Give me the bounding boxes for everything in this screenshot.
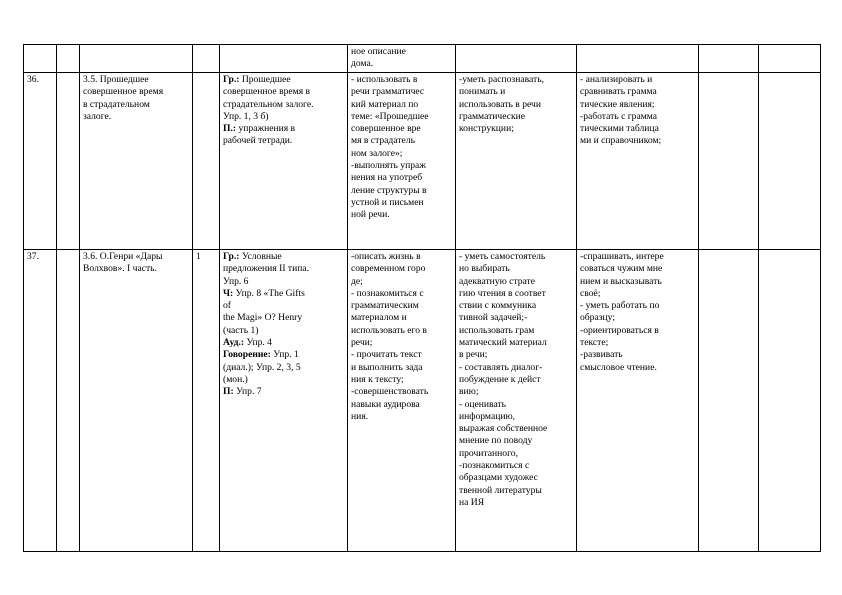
content-line: (мон.) [223,373,248,385]
text-line: -спрашивать, интере [580,251,664,262]
cell-hours [193,45,220,73]
cell-meta-results [456,45,577,73]
cell-extra-2 [759,73,821,250]
content-line: П: Упр. 7 [223,386,262,398]
cell-subject-results [348,250,456,552]
cell-hours [193,73,220,250]
text-line: -познакомиться с [459,460,530,472]
topic-line: совершенное время [83,86,164,98]
text-line: но выбирать [459,263,510,275]
text-line: -развивать [580,349,623,361]
cell-extra-1 [699,250,759,552]
content-line: Гр.: Прошедшее [223,74,291,85]
cell-number [24,250,57,552]
cell-topic [80,45,193,73]
text-line: грамматические [459,110,526,122]
cell-content [220,250,348,552]
text-line: выражая собственное [459,423,548,435]
cell-meta-results [456,73,577,250]
cell-extra-1 [699,45,759,73]
cell-blank [57,73,80,250]
cell-personal-results [577,73,699,250]
content-line: (часть 1) [223,324,259,336]
text-line: мнение по поводу [459,435,533,447]
text-line: конструкции; [459,123,514,135]
text-line: ния к тексту; [351,373,404,385]
text-line: совершенное вре [351,123,421,135]
text-line: ствии с коммуника [459,300,537,312]
text-line: нием и высказывать [580,275,662,287]
cell-personal-results [577,250,699,552]
cell-blank [57,250,80,552]
content-line: of [223,300,231,312]
text-line: современном горо [351,263,426,275]
text-line: информацию, [459,410,516,422]
topic-line: в страдательном [83,98,150,110]
table-row [24,45,821,73]
text-line: образцу; [580,312,615,324]
cell-content [220,45,348,73]
topic-line: залоге. [83,110,112,122]
text-line: ное описание [351,46,406,57]
text-line: -работать с грамма [580,110,658,122]
cell-extra-1 [699,73,759,250]
text-line: тические явления; [580,98,655,110]
text-line: материалом и [351,312,407,324]
text-line: - уметь самостоятель [459,251,546,262]
text-line: кий материал по [351,98,419,110]
text-line: - познакомиться с [351,287,424,299]
text-line: - анализировать и [580,74,653,85]
content-line: (диал.); Упр. 2, 3, 5 [223,361,301,373]
table-row [24,73,821,250]
content-line: Упр. 1, 3 б) [223,110,269,122]
text-line: своё; [580,287,601,299]
content-line: Гр.: Условные [223,251,282,262]
cell-meta-results [456,250,577,552]
text-line: гию чтения в соответ [459,287,546,299]
text-line: на ИЯ [459,496,485,508]
content-line: Ауд.: Упр. 4 [223,337,272,349]
cell-extra-2 [759,45,821,73]
text-line: дома. [351,58,374,70]
text-line: ми и справочником; [580,135,662,147]
text-line: прочитанного, [459,447,518,459]
text-line: - составлять диалог- [459,361,543,373]
text-line: -уметь распознавать, [459,74,544,85]
text-line: ния. [351,410,369,422]
text-line: нения на употреб [351,172,423,184]
table-row [24,250,821,552]
text-line: речи; [351,337,373,349]
text-line: - прочитать текст [351,349,422,361]
hours-value: 1 [196,251,201,262]
content-line: П.: упражнения в [223,123,296,135]
cell-hours [193,250,220,552]
text-line: вию; [459,386,479,398]
content-line: рабочей тетради. [223,135,293,147]
text-line: соваться чужим мне [580,263,663,275]
row-number: 36. [27,74,39,85]
cell-subject-results [348,45,456,73]
text-line: навыки аудирова [351,398,420,410]
lesson-plan-table [23,44,821,552]
text-line: - уметь работать по [580,300,660,312]
cell-blank [57,45,80,73]
text-line: в речи; [459,349,488,361]
content-line: Говорение: Упр. 1 [223,349,299,361]
text-line: и выполнить зада [351,361,423,373]
text-line: образцами художес [459,472,538,484]
cell-subject-results [348,73,456,250]
topic-line: 3.6. О.Генри «Дары [83,251,163,262]
text-line: ление структуры в [351,184,427,196]
text-line: сравнивать грамма [580,86,657,98]
text-line: использовать грам [459,324,535,336]
text-line: смысловое чтение. [580,361,657,373]
content-line: Упр. 6 [223,275,249,287]
text-line: грамматическим [351,300,419,312]
content-line: страдательном залоге. [223,98,314,110]
text-line: тексте; [580,337,609,349]
text-line: побуждение к дейст [459,373,541,385]
text-line: -совершенствовать [351,386,429,398]
text-line: -ориентироваться в [580,324,659,336]
text-line: де; [351,275,363,287]
text-line: - использовать в [351,74,418,85]
text-line: матический материал [459,337,547,349]
cell-content [220,73,348,250]
cell-number [24,45,57,73]
text-line: ном залоге»; [351,147,403,159]
text-line: понимать и [459,86,506,98]
cell-topic [80,250,193,552]
topic-line: 3.5. Прошедшее [83,74,149,85]
row-number: 37. [27,251,39,262]
content-line: the Magi» O? Henry [223,312,303,324]
text-line: теме: «Прошедшее [351,110,429,122]
text-line: -выполнять упраж [351,160,426,172]
text-line: ной речи. [351,209,390,221]
text-line: использовать в речи [459,98,541,110]
topic-line: Волхвов». I часть. [83,263,157,275]
text-line: -описать жизнь в [351,251,421,262]
content-line: предложения II типа. [223,263,310,275]
text-line: - оценивать [459,398,507,410]
content-line: совершенное время в [223,86,311,98]
cell-extra-2 [759,250,821,552]
text-line: речи грамматичес [351,86,425,98]
cell-personal-results [577,45,699,73]
text-line: адекватную страте [459,275,535,287]
text-line: тическими таблица [580,123,659,135]
text-line: мя в страдатель [351,135,415,147]
text-line: устной и письмен [351,196,424,208]
text-line: использовать его в [351,324,427,336]
text-line: тивной задачей;- [459,312,528,324]
content-line: Ч: Упр. 8 «The Gifts [223,287,305,299]
cell-topic [80,73,193,250]
cell-number [24,73,57,250]
text-line: твенной литературы [459,484,542,496]
